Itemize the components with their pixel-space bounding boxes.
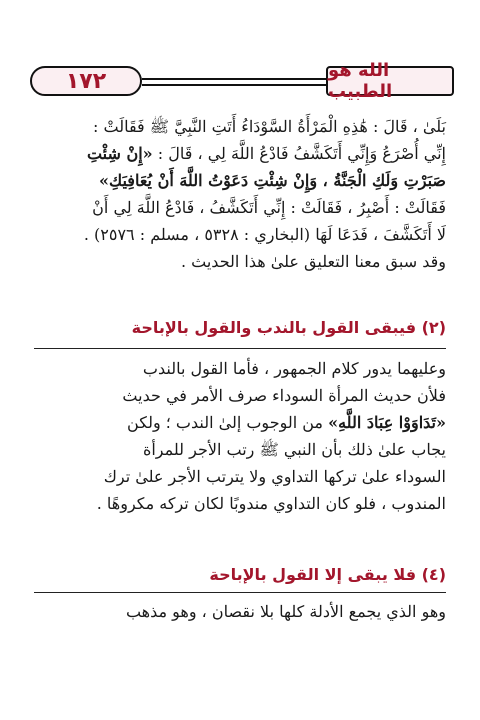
text-line: فلأن حديث المرأة السوداء صرف الأمر في حديث: [122, 386, 446, 405]
header-rule-bottom: [142, 84, 326, 86]
paragraph-hadith: [34, 113, 446, 275]
text-line: فَقَالَتْ : أَصْبِرُ ، فَقَالَتْ : إِنِّي أَتَكَشَّفُ ، فَادْعُ اللَّهَ لِي أَنْ: [92, 198, 446, 217]
text-line: بَلَىٰ ، قَالَ : هَٰذِهِ الْمَرْأَةُ السَّوْدَاءُ أَتَتِ النَّبِيَّ ﷺ فَقَالَتْ :: [93, 117, 446, 136]
text-line: المندوب ، فلو كان التداوي مندوبًا لكان تركه مكروهًا .: [96, 494, 446, 513]
section-heading-4: (٤) فلا يبقى إلا القول بالإباحة: [209, 565, 446, 584]
page-header: [30, 60, 454, 102]
text-line: يجاب علىٰ ذلك بأن النبي ﷺ رتب الأجر للمرأة: [142, 440, 446, 459]
text-line: [34, 140, 446, 167]
section-heading-2: (٢) فيبقى القول بالندب والقول بالإباحة: [131, 318, 446, 337]
paragraph-section-2: [34, 355, 446, 517]
heading-underline: [34, 348, 446, 349]
text-line: [34, 409, 446, 436]
hadith-quote: صَبَرْتِ وَلَكِ الْجَنَّةُ ، وَإِنْ شِئْتِ دَعَوْتُ اللَّهَ أَنْ يُعَافِيَكِ»: [98, 171, 446, 190]
text-line: السوداء علىٰ تركها التداوي ولا يترتب الأجر علىٰ ترك: [103, 467, 446, 486]
book-title: الله هو الطبيب: [326, 66, 454, 96]
page-number: ١٧٢: [30, 66, 142, 96]
text-line: وهو الذي يجمع الأدلة كلها بلا نقصان ، وهو مذهب: [125, 602, 446, 621]
hadith-quote: «تَدَاوَوْا عِبَادَ اللَّهِ»: [328, 413, 446, 432]
paragraph-section-4: [34, 598, 446, 625]
hadith-quote: «إِنْ شِئْتِ: [86, 144, 153, 163]
header-rule-top: [142, 78, 326, 80]
text-line: وعليهما يدور كلام الجمهور ، فأما القول بالندب: [142, 359, 446, 378]
heading-underline: [34, 592, 446, 593]
text-line: وقد سبق معنا التعليق علىٰ هذا الحديث .: [180, 252, 446, 271]
text-span: من الوجوب إلىٰ الندب ؛ ولكن: [127, 413, 329, 432]
text-line: لَا أَتَكَشَّفَ ، فَدَعَا لَهَا (البخاري : ٥٣٢٨ ، مسلم : ٢٥٧٦) .: [83, 225, 446, 244]
text-span: إِنِّي أُصْرَعُ وَإِنِّي أَتَكَشَّفُ فَادْعُ اللَّهَ لِي ، قَالَ :: [152, 144, 446, 163]
